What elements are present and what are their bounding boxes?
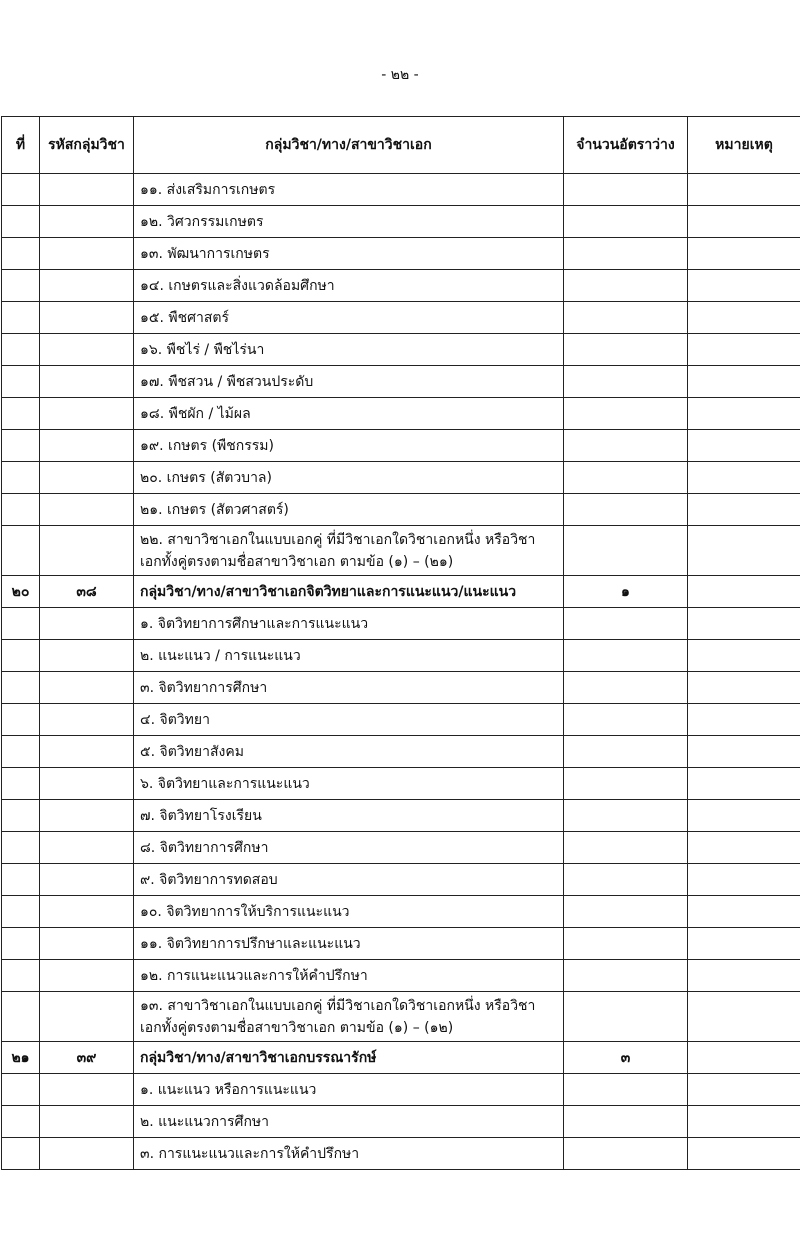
table-row [2,736,800,768]
cell-count [564,366,688,398]
cell-note [688,430,800,462]
cell-name: ๑. แนะแนว หรือการแนะแนว [134,1074,564,1106]
cell-count [564,960,688,992]
cell-name: ๙. จิตวิทยาการทดสอบ [134,864,564,896]
cell-name: ๑๑. จิตวิทยาการปรึกษาและแนะแนว [134,928,564,960]
cell-count [564,896,688,928]
cell-num [2,672,40,704]
cell-code [40,334,134,366]
cell-count [564,800,688,832]
table-group-row [2,1042,800,1074]
cell-note [688,366,800,398]
cell-note [688,1106,800,1138]
cell-note [688,992,800,1042]
cell-num [2,864,40,896]
table-row [2,334,800,366]
cell-code [40,1138,134,1170]
cell-name: ๓. จิตวิทยาการศึกษา [134,672,564,704]
table-row [2,640,800,672]
table-row [2,206,800,238]
cell-num [2,704,40,736]
cell-num [2,238,40,270]
cell-name: ๒. แนะแนวการศึกษา [134,1106,564,1138]
cell-name: ๑๑. ส่งเสริมการเกษตร [134,174,564,206]
cell-code [40,992,134,1042]
cell-count [564,832,688,864]
cell-note [688,704,800,736]
cell-note [688,672,800,704]
cell-note [688,608,800,640]
cell-note [688,270,800,302]
cell-note [688,526,800,576]
cell-num [2,430,40,462]
header-note: หมายเหตุ [688,117,800,174]
cell-count [564,430,688,462]
cell-name: ๑๒. วิศวกรรมเกษตร [134,206,564,238]
table-row [2,832,800,864]
cell-count [564,1074,688,1106]
cell-num [2,494,40,526]
cell-code [40,462,134,494]
cell-name: ๒. แนะแนว / การแนะแนว [134,640,564,672]
cell-note [688,494,800,526]
cell-code [40,960,134,992]
cell-count [564,238,688,270]
cell-note [688,334,800,366]
header-name: กลุ่มวิชา/ทาง/สาขาวิชาเอก [134,117,564,174]
table-row [2,494,800,526]
table-header-row [2,117,800,174]
cell-count [564,672,688,704]
table-row [2,768,800,800]
cell-name: ๑๓. สาขาวิชาเอกในแบบเอกคู่ ที่มีวิชาเอกใดวิชาเอกหนึ่ง หรือวิชาเอกทั้งคู่ตรงตามชื่อสาขาวิชาเอก ตามข้อ (๑) – (๑๒) [134,992,564,1042]
cell-num [2,270,40,302]
cell-count [564,768,688,800]
cell-num [2,992,40,1042]
cell-name: ๔. จิตวิทยา [134,704,564,736]
cell-count [564,928,688,960]
cell-count [564,704,688,736]
table-row [2,366,800,398]
cell-count [564,206,688,238]
cell-num [2,832,40,864]
cell-num [2,768,40,800]
cell-name: ๑๒. การแนะแนวและการให้คำปรึกษา [134,960,564,992]
cell-code [40,526,134,576]
cell-note [688,174,800,206]
cell-name: กลุ่มวิชา/ทาง/สาขาวิชาเอกบรรณารักษ์ [134,1042,564,1074]
table-row [2,174,800,206]
cell-note [688,832,800,864]
cell-note [688,736,800,768]
cell-note [688,206,800,238]
cell-num [2,1106,40,1138]
cell-num [2,960,40,992]
cell-count [564,174,688,206]
cell-num [2,462,40,494]
cell-num [2,174,40,206]
cell-note [688,896,800,928]
cell-name: ๑๘. พืชผัก / ไม้ผล [134,398,564,430]
cell-count [564,1106,688,1138]
cell-num [2,928,40,960]
cell-note [688,238,800,270]
table-row [2,704,800,736]
cell-name: ๑๔. เกษตรและสิ่งแวดล้อมศึกษา [134,270,564,302]
table-row [2,270,800,302]
table-row [2,462,800,494]
cell-num [2,1138,40,1170]
cell-code [40,896,134,928]
cell-num [2,302,40,334]
cell-note [688,398,800,430]
cell-name: ๘. จิตวิทยาการศึกษา [134,832,564,864]
cell-num [2,800,40,832]
cell-note [688,800,800,832]
cell-count [564,494,688,526]
cell-name: ๑๐. จิตวิทยาการให้บริการแนะแนว [134,896,564,928]
cell-count [564,462,688,494]
cell-num [2,334,40,366]
cell-count [564,992,688,1042]
table-row [2,1106,800,1138]
cell-num [2,736,40,768]
table-row [2,526,800,576]
table-row [2,1074,800,1106]
cell-note [688,768,800,800]
cell-count: ๑ [564,576,688,608]
cell-name: ๑๓. พัฒนาการเกษตร [134,238,564,270]
cell-code [40,398,134,430]
cell-count [564,526,688,576]
table-group-row [2,576,800,608]
cell-code [40,864,134,896]
table-row [2,864,800,896]
cell-code [40,1074,134,1106]
cell-code [40,1106,134,1138]
cell-code [40,366,134,398]
header-num: ที่ [2,117,40,174]
cell-note [688,1138,800,1170]
cell-count [564,736,688,768]
cell-count [564,608,688,640]
cell-code [40,928,134,960]
cell-note [688,1074,800,1106]
cell-name: ๑๕. พืชศาสตร์ [134,302,564,334]
table-row [2,398,800,430]
header-count: จำนวนอัตราว่าง [564,117,688,174]
cell-name: ๖. จิตวิทยาและการแนะแนว [134,768,564,800]
cell-num [2,896,40,928]
cell-code [40,832,134,864]
table-row [2,928,800,960]
cell-name: ๒๐. เกษตร (สัตวบาล) [134,462,564,494]
cell-name: ๑๙. เกษตร (พืชกรรม) [134,430,564,462]
cell-code [40,672,134,704]
cell-note [688,576,800,608]
cell-num [2,1074,40,1106]
cell-name: ๑๖. พืชไร่ / พืชไร่นา [134,334,564,366]
cell-num [2,398,40,430]
cell-count: ๓ [564,1042,688,1074]
cell-name: กลุ่มวิชา/ทาง/สาขาวิชาเอกจิตวิทยาและการแนะแนว/แนะแนว [134,576,564,608]
cell-name: ๑๗. พืชสวน / พืชสวนประดับ [134,366,564,398]
cell-code [40,174,134,206]
cell-code [40,494,134,526]
table-row [2,992,800,1042]
cell-note [688,864,800,896]
cell-note [688,302,800,334]
cell-name: ๗. จิตวิทยาโรงเรียน [134,800,564,832]
cell-num: ๒๑ [2,1042,40,1074]
cell-code [40,430,134,462]
cell-code [40,640,134,672]
cell-count [564,334,688,366]
table-row [2,238,800,270]
cell-num [2,608,40,640]
header-code: รหัสกลุ่มวิชา [40,117,134,174]
cell-note [688,928,800,960]
cell-note [688,960,800,992]
cell-count [564,398,688,430]
cell-note [688,462,800,494]
cell-note [688,640,800,672]
cell-num [2,206,40,238]
cell-code: ๓๘ [40,576,134,608]
cell-name: ๒๑. เกษตร (สัตวศาสตร์) [134,494,564,526]
cell-code: ๓๙ [40,1042,134,1074]
cell-code [40,704,134,736]
cell-code [40,238,134,270]
cell-code [40,270,134,302]
cell-code [40,768,134,800]
table-body [2,174,800,1170]
cell-name: ๑. จิตวิทยาการศึกษาและการแนะแนว [134,608,564,640]
cell-num: ๒๐ [2,576,40,608]
table-row [2,800,800,832]
table-row [2,1138,800,1170]
vacancy-table [1,116,800,1170]
cell-count [564,864,688,896]
cell-code [40,736,134,768]
cell-num [2,640,40,672]
cell-num [2,366,40,398]
table-row [2,608,800,640]
cell-name: ๒๒. สาขาวิชาเอกในแบบเอกคู่ ที่มีวิชาเอกใดวิชาเอกหนึ่ง หรือวิชาเอกทั้งคู่ตรงตามชื่อสาขาวิชาเอก ตามข้อ (๑) – (๒๑) [134,526,564,576]
cell-code [40,608,134,640]
cell-count [564,270,688,302]
page-number: - ๒๒ - [381,67,419,83]
cell-code [40,800,134,832]
cell-code [40,206,134,238]
cell-count [564,302,688,334]
cell-note [688,1042,800,1074]
cell-count [564,1138,688,1170]
table-row [2,960,800,992]
table-row [2,430,800,462]
cell-code [40,302,134,334]
cell-name: ๓. การแนะแนวและการให้คำปรึกษา [134,1138,564,1170]
table-row [2,672,800,704]
table-row [2,896,800,928]
cell-count [564,640,688,672]
cell-num [2,526,40,576]
cell-name: ๕. จิตวิทยาสังคม [134,736,564,768]
table-row [2,302,800,334]
